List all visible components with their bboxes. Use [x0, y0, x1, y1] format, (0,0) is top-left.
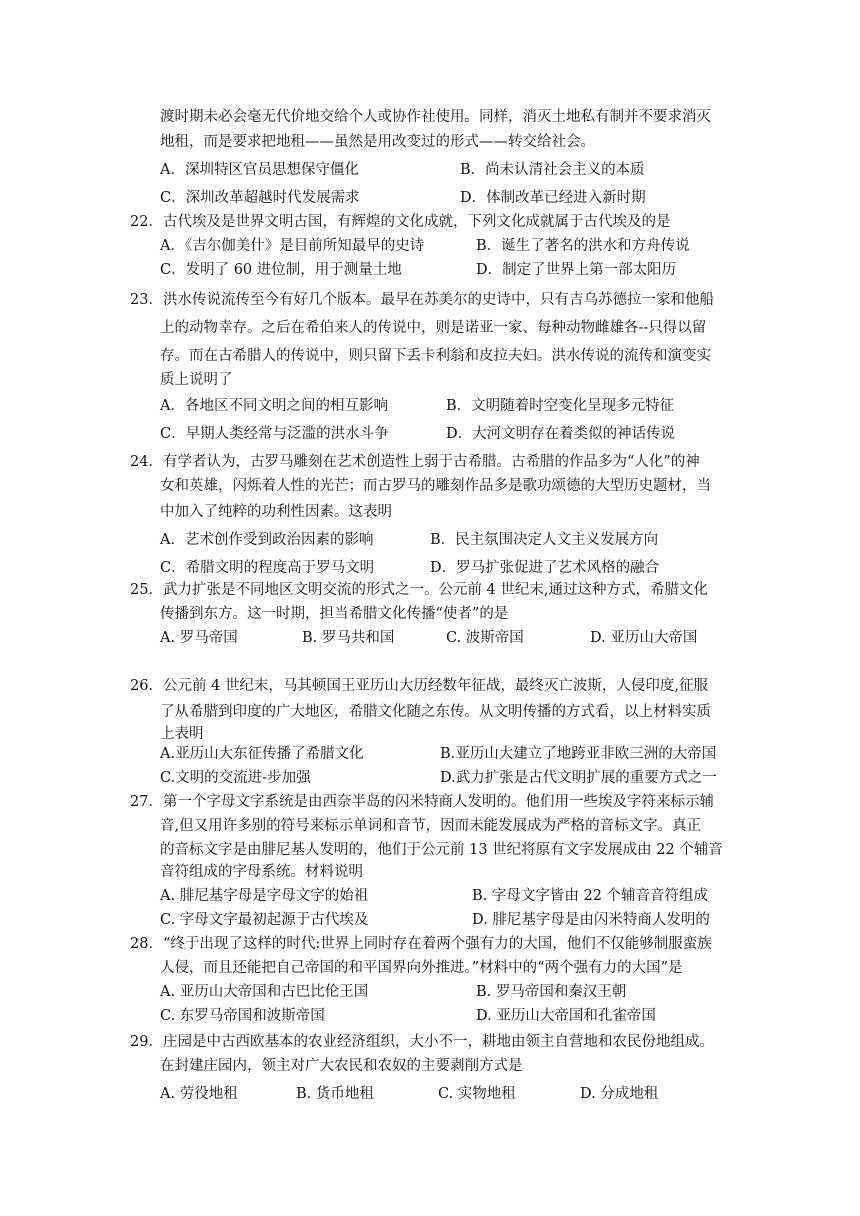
option-a: A. 亚历山大帝国和古巴比伦王国 [160, 984, 369, 1000]
option-c: C. 字母文字最初起源于古代埃及 [160, 912, 369, 928]
question-27: 27．第一个字母文字系统是由西奈半岛的闪米特商人发明的。他们用一些埃及字符来标示辅 [130, 794, 714, 810]
text-line: 的音标文字是由腓尼基人发明的，他们于公元前 13 世纪将原有文字发展成由 22 个辅音 [160, 842, 723, 858]
option-c: C. 实物地租 [438, 1086, 516, 1102]
option-b: B．民主氛围决定人文主义发展方向 [430, 532, 659, 548]
text-line: 女和英雄，闪烁着人性的光芒；而古罗马的雕刻作品多是歌功颂德的大型历史题材，当 [160, 478, 711, 494]
text-line: 质上说明了 [160, 372, 233, 388]
option-c: C. 东罗马帝国和波斯帝国 [160, 1008, 325, 1024]
question-24: 24．有学者认为，古罗马雕刻在艺术创造性上弱于古希腊。古希腊的作品多为“人化”的神 [130, 454, 700, 470]
option-b: B. 货币地租 [296, 1086, 374, 1102]
option-d: D．罗马扩张促进了艺术风格的融合 [430, 560, 660, 576]
text-line: 音符组成的字母系统。材料说明 [160, 864, 363, 880]
text-line: 中加入了纯粹的功利性因素。这表明 [160, 504, 392, 520]
option-d: D.武力扩张是古代文明扩展的重要方式之一 [440, 770, 717, 786]
question-25: 25．武力扩张是不同地区文明交流的形式之一。公元前 4 世纪末,通过这种方式，希腊文化 [130, 582, 708, 598]
option-a: A. 劳役地租 [160, 1086, 238, 1102]
option-a: A. 罗马帝国 [160, 630, 238, 646]
text-line: 上的动物幸存。之后在希伯来人的传说中，则是诺亚一家、每种动物雌雄各--只得以留 [160, 320, 707, 336]
option-c: C．深圳改革超越时代发展需求 [160, 190, 360, 206]
option-b: B．诞生了著名的洪水和方舟传说 [476, 238, 690, 254]
option-b: B. 罗马帝国和秦汉王朝 [476, 984, 627, 1000]
question-22: 22．古代埃及是世界文明古国，有辉煌的文化成就，下列文化成就属于古代埃及的是 [130, 214, 671, 230]
option-d: D. 亚历山大帝国 [590, 630, 698, 646]
question-28: 28．“终于出现了这样的时代:世界上同时存在着两个强有力的大国，他们不仅能够制服蛮族 [130, 936, 712, 952]
text-line: 人侵，而且还能把自己帝国的和平国界向外推进。”材料中的“两个强有力的大国”是 [160, 960, 683, 976]
option-c: C．早期人类经常与泛滥的洪水斗争 [160, 426, 389, 442]
option-a: A．《吉尔伽美什》是目前所知最早的史诗 [160, 238, 425, 254]
text-line: 传播到东方。这一时期，担当希腊文化传播“使者”的是 [160, 606, 509, 622]
question-23: 23．洪水传说流传至今有好几个版本。最早在苏美尔的史诗中，只有吉乌苏德拉一家和他船 [130, 292, 714, 308]
option-d: D. 分成地租 [580, 1086, 659, 1102]
option-a: A．各地区不同文明之间的相互影响 [160, 398, 388, 414]
option-a: A．深圳特区官员思想保守僵化 [160, 162, 359, 178]
option-b: B．文明随着时空变化呈现多元特征 [446, 398, 675, 414]
text-line: 上表明 [160, 726, 204, 742]
option-d: D. 腓尼基字母是由闪米特商人发明的 [472, 912, 710, 928]
option-a: A.亚历山大东征传播了希腊文化 [160, 746, 364, 762]
text-line: 音,但又用许多别的符号来标示单词和音节，因而未能发展成为严格的音标文字。真正 [160, 818, 702, 834]
text-line: 地租，而是要求把地租——虽然是用改变过的形式——转交给社会。 [160, 134, 595, 150]
text-line: 渡时期未必会毫无代价地交给个人或协作社使用。同样，消灭土地私有制并不要求消灭 [160, 109, 711, 125]
option-c: C.文明的交流进-步加强 [160, 770, 311, 786]
option-b: B. 字母文字皆由 22 个辅音音符组成 [472, 888, 709, 904]
option-c: C．希腊文明的程度高于罗马文明 [160, 560, 375, 576]
text-line: 在封建庄园内，领主对广大农民和农奴的主要剥削方式是 [160, 1058, 523, 1074]
question-26: 26．公元前 4 世纪末，马其顿国王亚历山大历经数年征战，最终灭亡波斯，人侵印度,征服 [130, 678, 709, 694]
option-d: D．制定了世界上第一部太阳历 [476, 262, 677, 278]
option-c: C．发明了 60 进位制，用于测量土地 [160, 262, 402, 278]
option-d: D．体制改革已经进入新时期 [460, 190, 646, 206]
option-d: D．大河文明存在着类似的神话传说 [446, 426, 676, 442]
option-b: B．尚未认清社会主义的本质 [460, 162, 645, 178]
option-a: A．艺术创作受到政治因素的影响 [160, 532, 374, 548]
text-line: 存。而在古希腊人的传说中，则只留下丢卡利翁和皮拉夫妇。洪水传说的流传和演变实 [160, 348, 711, 364]
text-line: 了从希腊到印度的广大地区，希腊文化随之东传。从文明传播的方式看，以上材料实质 [160, 704, 711, 720]
option-a: A. 腓尼基字母是字母文字的始祖 [160, 888, 369, 904]
option-d: D. 亚历山大帝国和孔雀帝国 [476, 1008, 656, 1024]
question-29: 29．庄园是中古西欧基本的农业经济组织，大小不一，耕地由领主自营地和农民份地组成。 [130, 1034, 714, 1050]
option-b: B. 罗马共和国 [302, 630, 395, 646]
option-b: B.亚历山大建立了地跨亚非欧三洲的大帝国 [440, 746, 717, 762]
option-c: C. 波斯帝国 [446, 630, 524, 646]
